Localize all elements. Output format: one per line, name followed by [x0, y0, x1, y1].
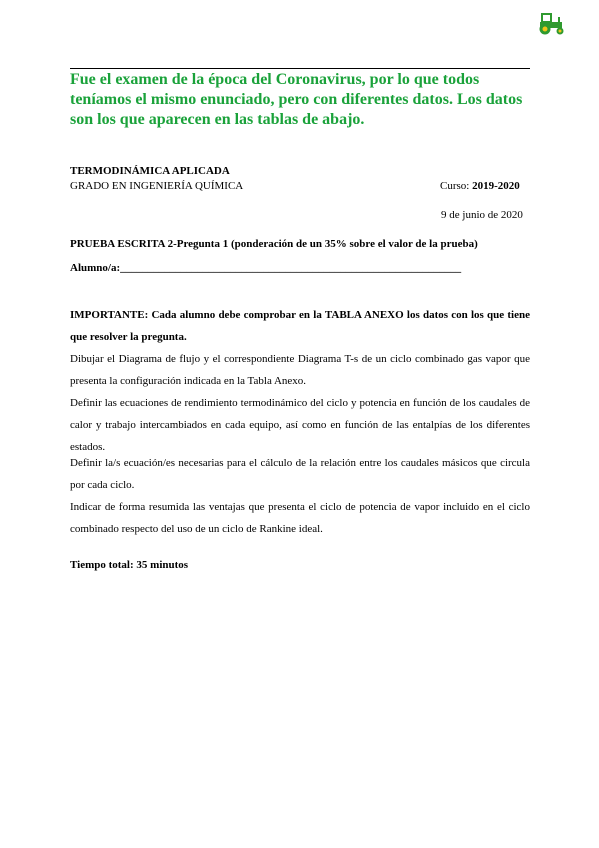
course-value: 2019-2020 [472, 180, 520, 192]
exam-date: 9 de junio de 2020 [441, 209, 523, 221]
instruction-2: Definir las ecuaciones de rendimiento termodinámico del ciclo y potencia en función de los caudales de calor y trabajo intercambiados en cada equipo, así como en función de las entalpías de los diferentes estados. [70, 397, 530, 453]
course-label: Curso: [440, 180, 473, 192]
student-name-field: Alumno/a:______________________________________________________________ [70, 262, 462, 274]
top-rule [70, 68, 530, 69]
exam-title: PRUEBA ESCRITA 2-Pregunta 1 (ponderación de un 35% sobre el valor de la prueba) [70, 238, 478, 250]
important-notice: IMPORTANTE: Cada alumno debe comprobar en la TABLA ANEXO los datos con los que tiene que resolver la pregunta. [70, 309, 530, 343]
instruction-4: Indicar de forma resumida las ventajas que presenta el ciclo de potencia de vapor incluido en el ciclo combinado respecto del uso de un ciclo de Rankine ideal. [70, 501, 530, 535]
subject-title: TERMODINÁMICA APLICADA [70, 165, 230, 177]
total-time: Tiempo total: 35 minutos [70, 559, 189, 571]
banner-note: Fue el examen de la época del Coronavirus, por lo que todos teníamos el mismo enunciado, pero con diferentes datos. Los datos son los que aparecen en las tablas de abajo. [70, 71, 523, 128]
instruction-1: Dibujar el Diagrama de flujo y el correspondiente Diagrama T-s de un ciclo combinado gas vapor que presenta la configuración indicada en la Tabla Anexo. [70, 353, 530, 387]
course-info [440, 179, 520, 193]
degree-name: GRADO EN INGENIERÍA QUÍMICA [70, 180, 244, 192]
tractor-icon [536, 12, 566, 36]
instruction-3: Definir la/s ecuación/es necesarias para el cálculo de la relación entre los caudales másicos que circula por cada ciclo. [70, 457, 530, 491]
